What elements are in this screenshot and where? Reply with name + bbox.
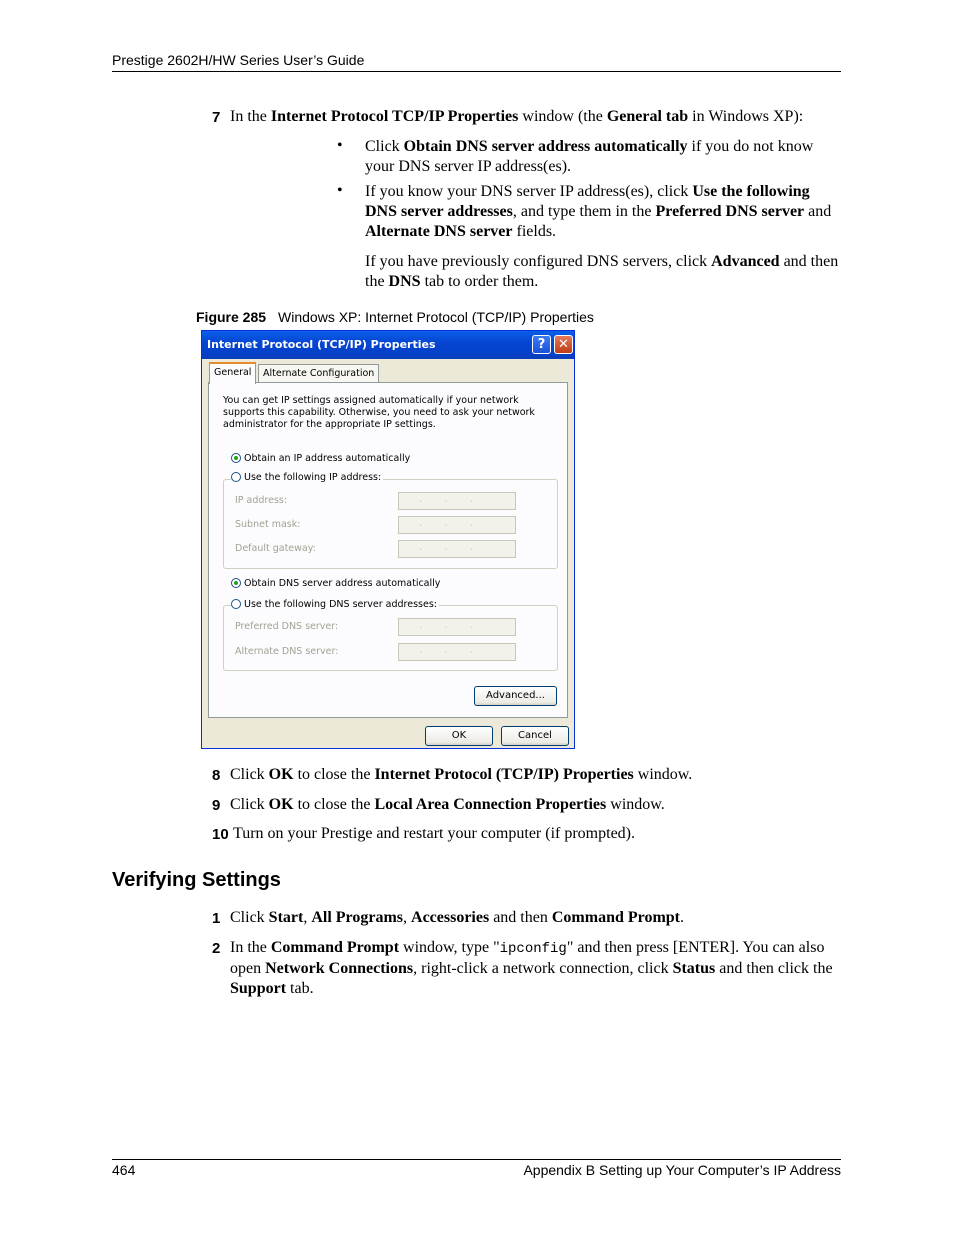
footer-rule (112, 1159, 841, 1160)
bullet-marker: • (337, 182, 343, 199)
intro-text: You can get IP settings assigned automatically if your network supports this capability. Otherwise, you need to ask your network administrator for the appropriate IP settings. (223, 395, 535, 430)
default-gateway-label: Default gateway: (235, 543, 316, 554)
alternate-dns-input[interactable]: ... (398, 643, 516, 661)
general-tab-panel (208, 382, 568, 718)
preferred-dns-input[interactable]: ... (398, 618, 516, 636)
dns-note-text: If you have previously configured DNS servers, click Advanced and then the DNS tab to order them. (365, 253, 839, 290)
verify-step-2-text: In the Command Prompt window, type "ipconfig" and then press [ENTER]. You can also open Network Connections, right-click a network connection, click Status and then click the Support tab. (230, 939, 833, 997)
tab-general[interactable]: General (209, 362, 256, 384)
section-heading: Verifying Settings (112, 869, 281, 891)
help-icon[interactable]: ? (532, 335, 551, 354)
radio-unselected-icon (231, 599, 241, 609)
tcpip-properties-dialog (201, 330, 575, 749)
step-7-text: In the Internet Protocol TCP/IP Properties window (the General tab in Windows XP): (230, 108, 804, 125)
step-8-text: Click OK to close the Internet Protocol (TCP/IP) Properties window. (230, 766, 693, 783)
radio-use-following-ip[interactable]: Use the following IP address: (231, 472, 383, 484)
step-9-text: Click OK to close the Local Area Connection Properties window. (230, 796, 665, 813)
radio-unselected-icon (231, 472, 241, 482)
advanced-button[interactable]: Advanced... (474, 686, 557, 706)
page-number: 464 (112, 1162, 136, 1178)
running-footer: Appendix B Setting up Your Computer’s IP Address (523, 1162, 841, 1178)
radio-obtain-dns-auto[interactable]: Obtain DNS server address automatically (231, 578, 440, 590)
bullet-marker: • (337, 137, 343, 154)
radio-obtain-ip-auto[interactable]: Obtain an IP address automatically (231, 453, 410, 465)
radio-selected-icon (231, 578, 241, 588)
ok-button[interactable]: OK (425, 726, 493, 746)
close-icon[interactable]: ✕ (554, 335, 573, 354)
subnet-mask-label: Subnet mask: (235, 519, 301, 530)
step-7-number: 7 (212, 109, 221, 126)
verify-step-1-number: 1 (212, 910, 221, 927)
cancel-button[interactable]: Cancel (501, 726, 569, 746)
dialog-titlebar (202, 331, 574, 359)
step-10-number: 10 (212, 826, 229, 843)
dialog-title: Internet Protocol (TCP/IP) Properties (207, 338, 436, 351)
step-9-number: 9 (212, 797, 221, 814)
radio-use-following-dns[interactable]: Use the following DNS server addresses: (231, 599, 439, 611)
bullet-1-text: Click Obtain DNS server address automatically if you do not know your DNS server IP address(es). (365, 138, 814, 175)
header-rule (112, 71, 841, 72)
bullet-2-text: If you know your DNS server IP address(es), click Use the following DNS server addresses, and type them in the Preferred DNS server and Alternate DNS server fields. (365, 183, 832, 240)
verify-step-1-text: Click Start, All Programs, Accessories and then Command Prompt. (230, 909, 685, 926)
radio-selected-icon (231, 453, 241, 463)
step-8-number: 8 (212, 767, 221, 784)
running-header: Prestige 2602H/HW Series User’s Guide (112, 52, 365, 68)
figure-caption: Figure 285 Windows XP: Internet Protocol (TCP/IP) Properties (196, 309, 594, 325)
subnet-mask-input[interactable]: ... (398, 516, 516, 534)
ip-address-label: IP address: (235, 495, 288, 506)
preferred-dns-label: Preferred DNS server: (235, 621, 339, 632)
step-10-text: Turn on your Prestige and restart your computer (if prompted). (233, 825, 635, 842)
ip-address-input[interactable]: ... (398, 492, 516, 510)
alternate-dns-label: Alternate DNS server: (235, 646, 339, 657)
verify-step-2-number: 2 (212, 940, 221, 957)
tab-alternate-configuration[interactable]: Alternate Configuration (258, 364, 379, 382)
default-gateway-input[interactable]: ... (398, 540, 516, 558)
dns-settings-group (223, 605, 558, 671)
